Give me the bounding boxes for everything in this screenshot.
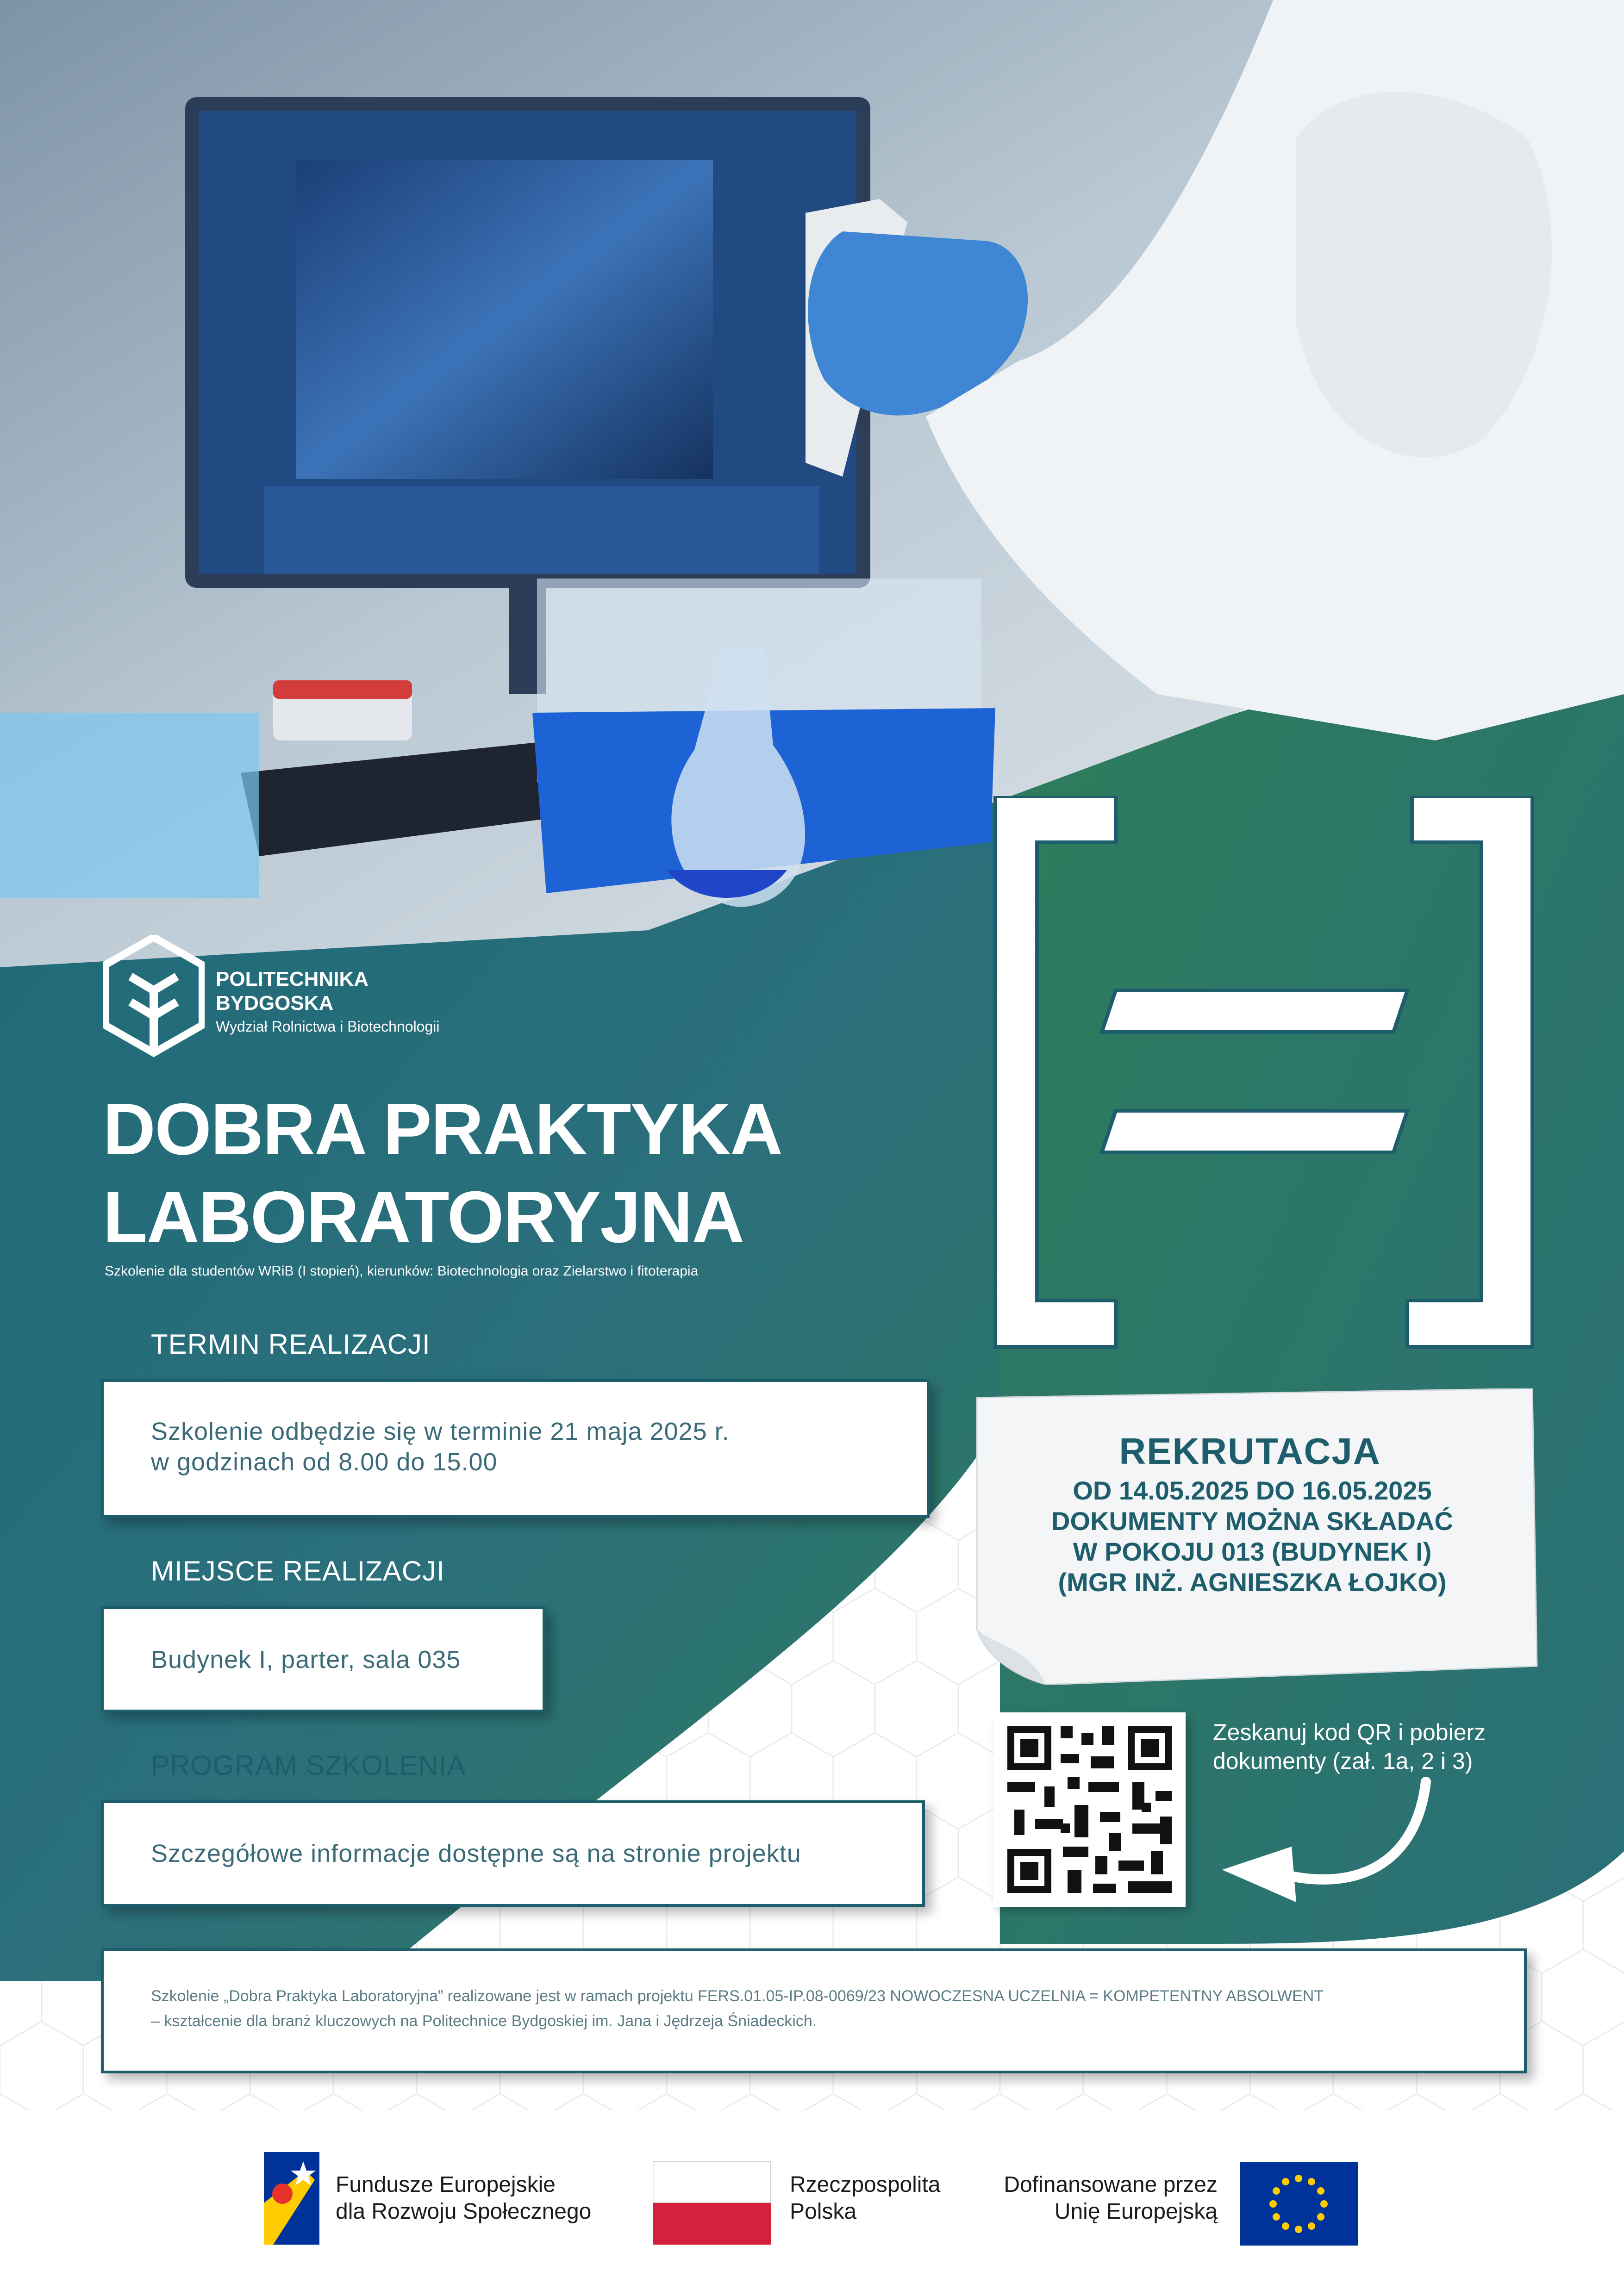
qr-instructions [1213, 1718, 1537, 1775]
funder-fe-line2: dla Rozwoju Społecznego [336, 2199, 592, 2224]
program-text: Szczegółowe informacje dostępne są na stronie projektu [151, 1840, 801, 1867]
recruitment-body [981, 1475, 1523, 1598]
logo-name-line1: POLITECHNIKA [216, 968, 369, 990]
funder-eu-line2: Unię Europejską [1054, 2199, 1218, 2224]
program-heading: PROGRAM SZKOLENIA [151, 1750, 466, 1781]
funder-pl-line2: Polska [790, 2199, 857, 2224]
page-title [103, 1085, 843, 1261]
recruitment-line3: W POKOJU 013 (BUDYNEK I) [1073, 1537, 1432, 1566]
qr-line1: Zeskanuj kod QR i pobierz [1213, 1719, 1486, 1745]
termin-text [151, 1416, 892, 1477]
page-subtitle: Szkolenie dla studentów WRiB (I stopień), kierunków: Biotechnologia oraz Zielarstwo i fitoterapia [105, 1263, 699, 1279]
miejsce-heading: MIEJSCE REALIZACJI [151, 1556, 445, 1587]
recruitment-title: REKRUTACJA [1119, 1431, 1381, 1472]
qr-code-container[interactable] [993, 1712, 1186, 1907]
title-line2: LABORATORYJNA [103, 1176, 744, 1258]
curved-arrow-icon [1213, 1777, 1435, 1911]
termin-heading: TERMIN REALIZACJI [151, 1329, 431, 1360]
funder-pl-line1: Rzeczpospolita [790, 2172, 941, 2197]
miejsce-text: Budynek I, parter, sala 035 [151, 1646, 461, 1674]
logo-name-line2: BYDGOSKA [216, 992, 334, 1014]
bracket-graphic-icon [991, 796, 1537, 1356]
footnote-text [151, 1984, 1517, 2034]
fundusze-europejskie-logo-icon [264, 2152, 319, 2245]
qr-line2: dokumenty (zał. 1a, 2 i 3) [1213, 1748, 1473, 1774]
polish-flag-icon [653, 2161, 771, 2245]
eu-flag-icon [1240, 2162, 1358, 2246]
termin-line2: w godzinach od 8.00 do 15.00 [151, 1448, 498, 1476]
politechnika-logo-icon [103, 935, 205, 1062]
recruitment-line4: (MGR INŻ. AGNIESZKA ŁOJKO) [1058, 1568, 1447, 1597]
funder-eu-text [995, 2172, 1218, 2225]
funder-eu-line1: Dofinansowane przez [1004, 2172, 1218, 2197]
funder-fe-line1: Fundusze Europejskie [336, 2172, 556, 2197]
qr-code-icon[interactable] [993, 1712, 1186, 1907]
footnote-line2: – kształcenie dla branż kluczowych na Politechnice Bydgoskiej im. Jana i Jędrzeja Śniadeckich. [151, 2012, 817, 2030]
title-line1: DOBRA PRAKTYKA [103, 1089, 782, 1170]
funder-pl-text [790, 2172, 941, 2225]
footnote-line1: Szkolenie „Dobra Praktyka Laboratoryjna” realizowane jest w ramach projektu FERS.01.05-IP.08-0069/23 NOWOCZESNA UCZELNIA = KOMPETENTNY ABSOLWENT [151, 1987, 1324, 2005]
recruitment-line1: OD 14.05.2025 DO 16.05.2025 [1073, 1476, 1432, 1505]
termin-line1: Szkolenie odbędzie się w terminie 21 maja 2025 r. [151, 1418, 730, 1445]
funder-fe-text [336, 2172, 591, 2225]
logo-faculty: Wydział Rolnictwa i Biotechnologii [216, 1018, 440, 1035]
recruitment-line2: DOKUMENTY MOŻNA SKŁADAĆ [1051, 1506, 1453, 1536]
